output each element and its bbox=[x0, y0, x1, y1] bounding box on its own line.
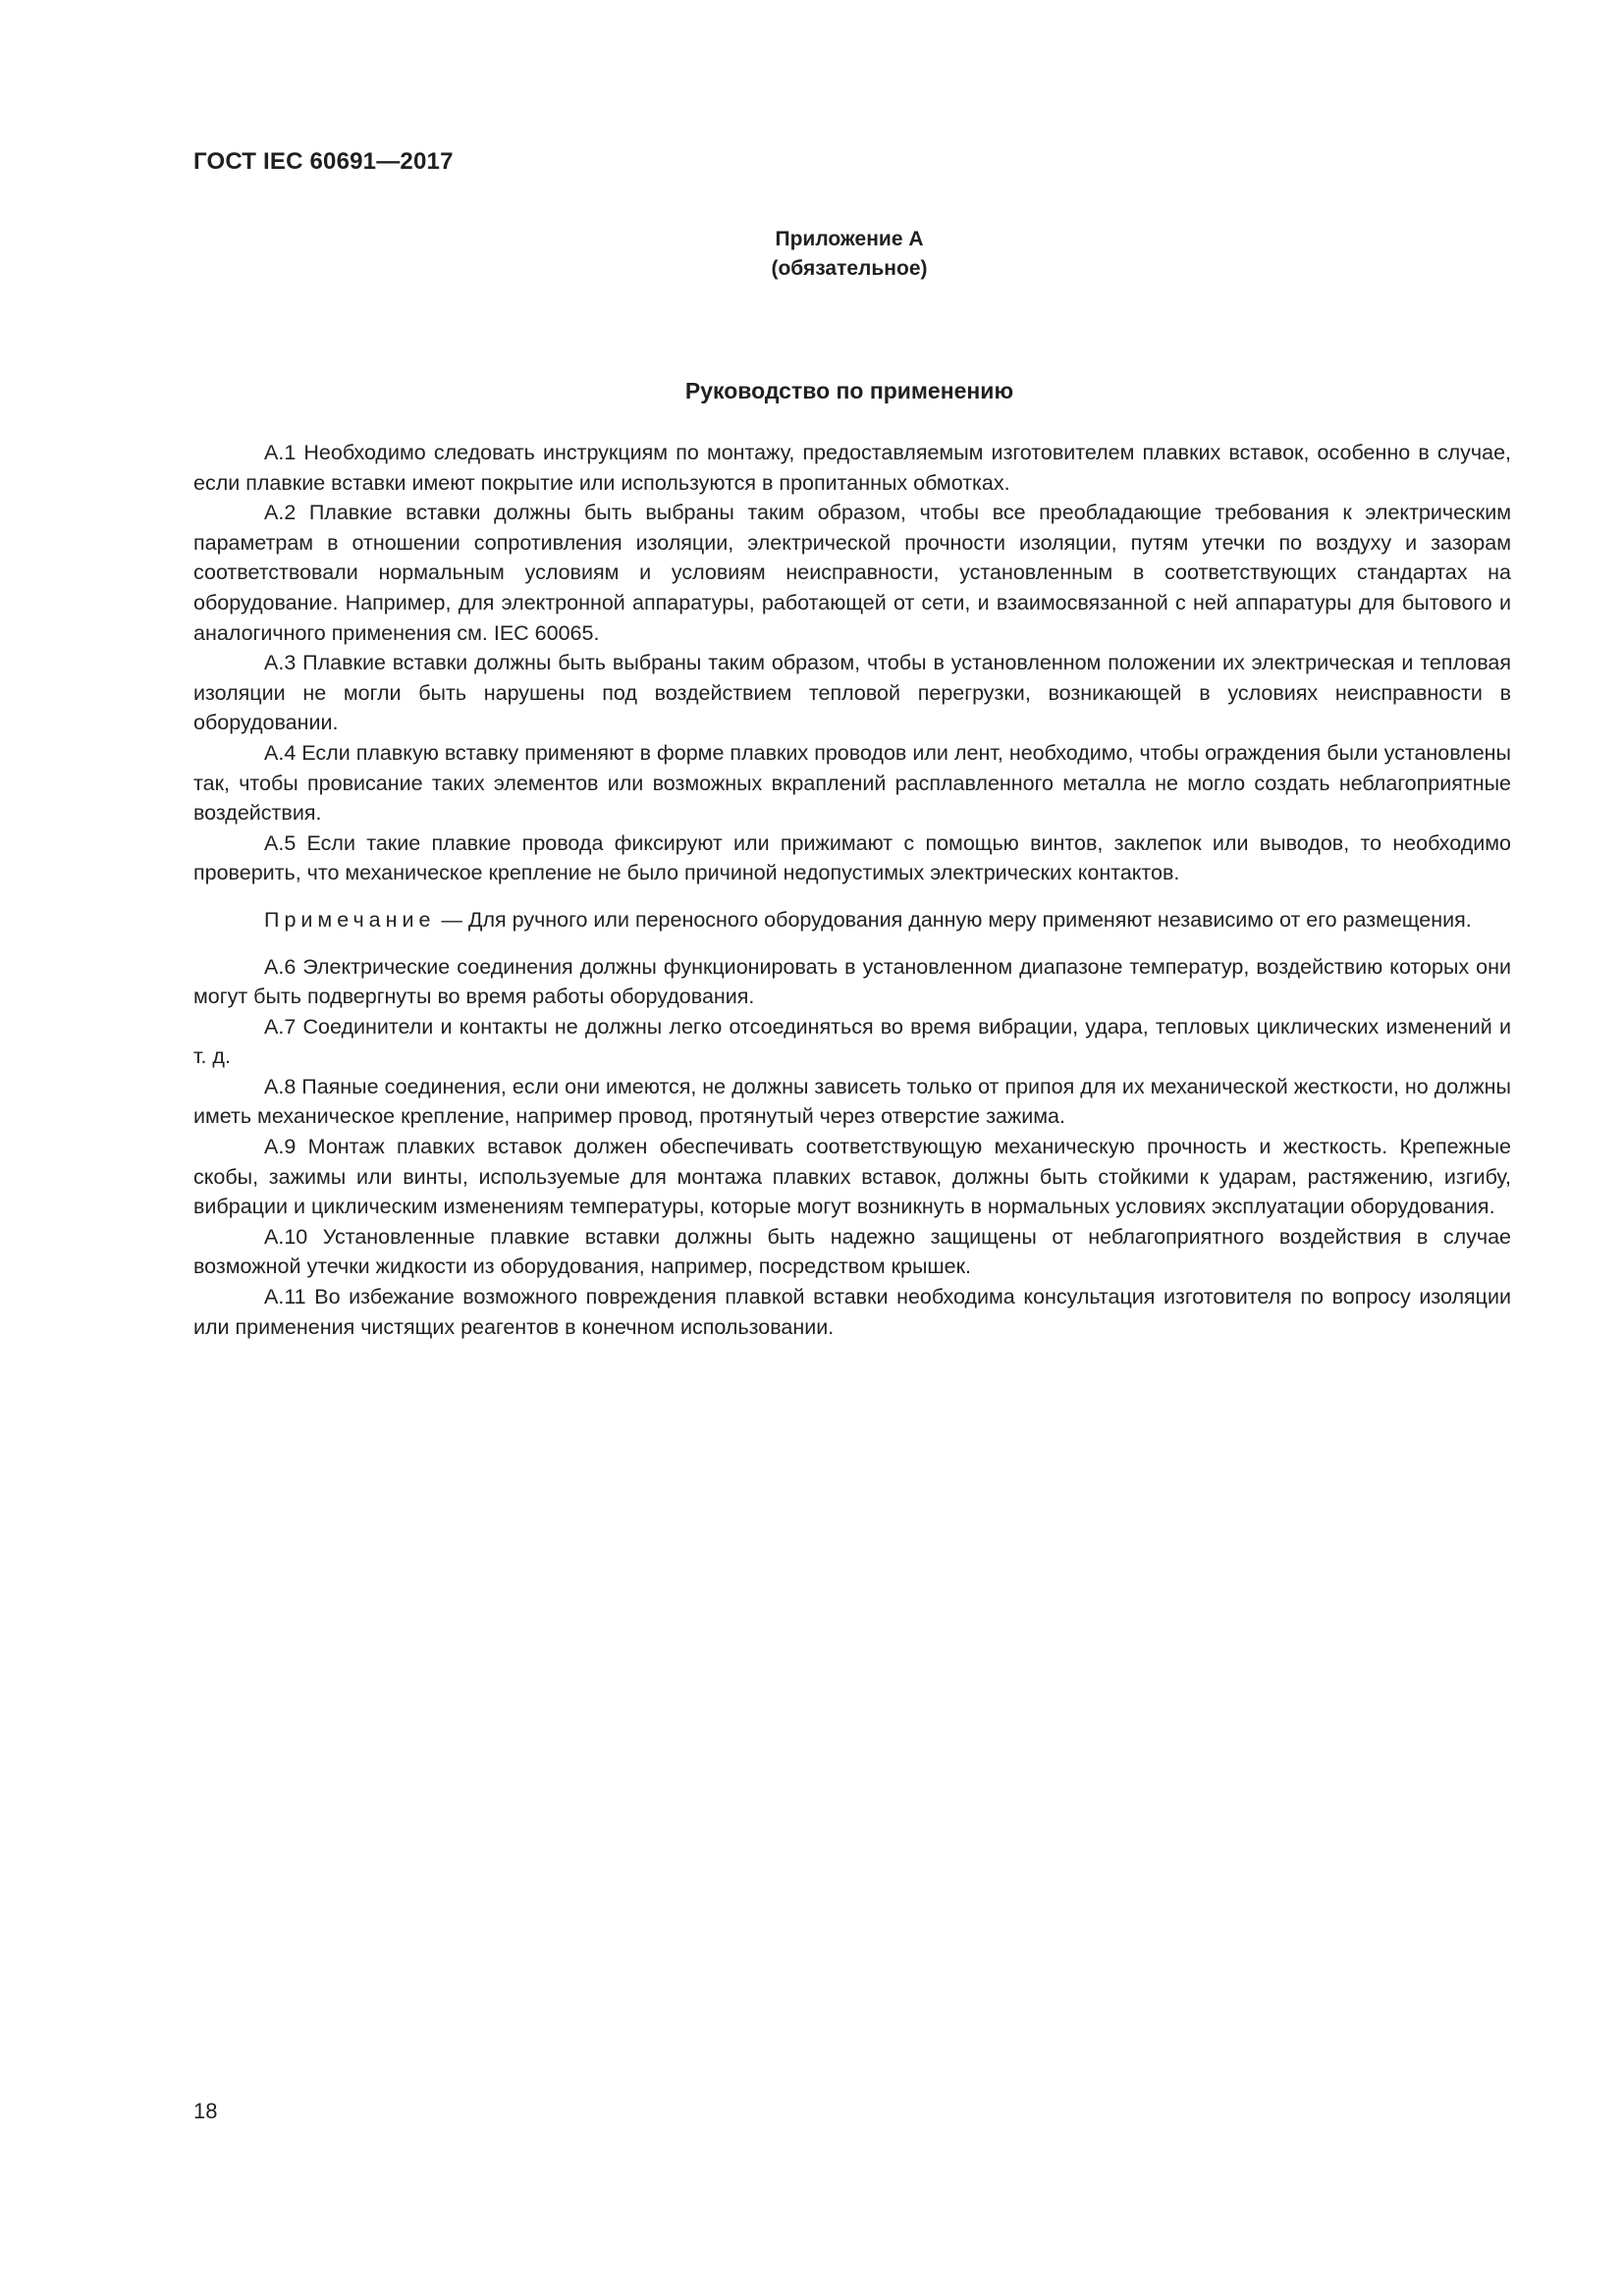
note-text: — Для ручного или переносного оборудования данную меру применяют независимо от его размещения. bbox=[435, 907, 1472, 932]
annex-heading bbox=[589, 225, 1110, 284]
document-body bbox=[193, 438, 1511, 1342]
note-label: Примечание bbox=[264, 907, 436, 932]
paragraph-a5: А.5 Если такие плавкие провода фиксируют или прижимают с помощью винтов, заклепок или выводов, то необходимо проверить, что механическое крепление не было причиной недопустимых электрических контактов. bbox=[193, 830, 1511, 885]
note bbox=[193, 905, 1511, 935]
paragraph-a2: А.2 Плавкие вставки должны быть выбраны таким образом, чтобы все преобладающие требования к электрическим параметрам в отношении сопротивления изоляции, электрической прочности изоляции, путям утечки по воздуху и зазорам соответствовали нормальным условиям и условиям неисправности, установленным в соответствующих стандартах на оборудование. Например, для электронной аппаратуры, работающей от сети, и взаимосвязанной с ней аппаратуры для бытового и аналогичного применения см. IEC 60065. bbox=[193, 501, 1511, 645]
paragraph-a1: А.1 Необходимо следовать инструкциям по монтажу, предоставляемым изготовителем плавких вставок, особенно в случае, если плавкие вставки имеют покрытие или используются в пропитанных обмотках. bbox=[193, 441, 1511, 495]
annex-title: Приложение А bbox=[775, 228, 924, 250]
paragraph-a9: А.9 Монтаж плавких вставок должен обеспечивать соответствующую механическую прочность и жесткость. Крепежные скобы, зажимы или винты, используемые для монтажа плавких вставок, должны быть стойкими к ударам, растяжению, изгибу, вибрации и циклическим изменениям температуры, которые могут возникнуть в нормальных условиях эксплуатации оборудования. bbox=[193, 1135, 1511, 1219]
annex-status: (обязательное) bbox=[771, 257, 928, 280]
paragraph-a4: А.4 Если плавкую вставку применяют в форме плавких проводов или лент, необходимо, чтобы ограждения были установлены так, чтобы провисание таких элементов или возможных вкраплений расплавленного металла не могло создать неблагоприятные воздействия. bbox=[193, 740, 1511, 826]
paragraph-a11: А.11 Во избежание возможного повреждения плавкой вставки необходима консультация изготовителя по вопросу изоляции или применения чистящих реагентов в конечном использовании. bbox=[193, 1285, 1511, 1339]
paragraph-a3: А.3 Плавкие вставки должны быть выбраны таким образом, чтобы в установленном положении их электрическая и тепловая изоляции не могли быть нарушены под воздействием тепловой перегрузки, возникающей в условиях неисправности в оборудовании. bbox=[193, 651, 1511, 735]
paragraph-a10: А.10 Установленные плавкие вставки должны быть надежно защищены от неблагоприятного воздействия в случае возможной утечки жидкости из оборудования, например, посредством крышек. bbox=[193, 1224, 1511, 1279]
section-title: Руководство по применению bbox=[684, 378, 1014, 403]
paragraph-a7: А.7 Соединители и контакты не должны легко отсоединяться во время вибрации, удара, тепловых циклических изменений и т. д. bbox=[193, 1014, 1511, 1069]
paragraph-a8: А.8 Паяные соединения, если они имеются, не должны зависеть только от припоя для их механической жесткости, но должны иметь механическое крепление, например провод, протянутый через отверстие зажима. bbox=[193, 1074, 1511, 1129]
page-number: 18 bbox=[193, 2099, 218, 2123]
paragraph-a6: А.6 Электрические соединения должны функционировать в установленном диапазоне температур, воздействию которых они могут быть подвергнуты во время работы оборудования. bbox=[193, 954, 1511, 1009]
standard-header: ГОСТ IEC 60691—2017 bbox=[193, 148, 454, 175]
